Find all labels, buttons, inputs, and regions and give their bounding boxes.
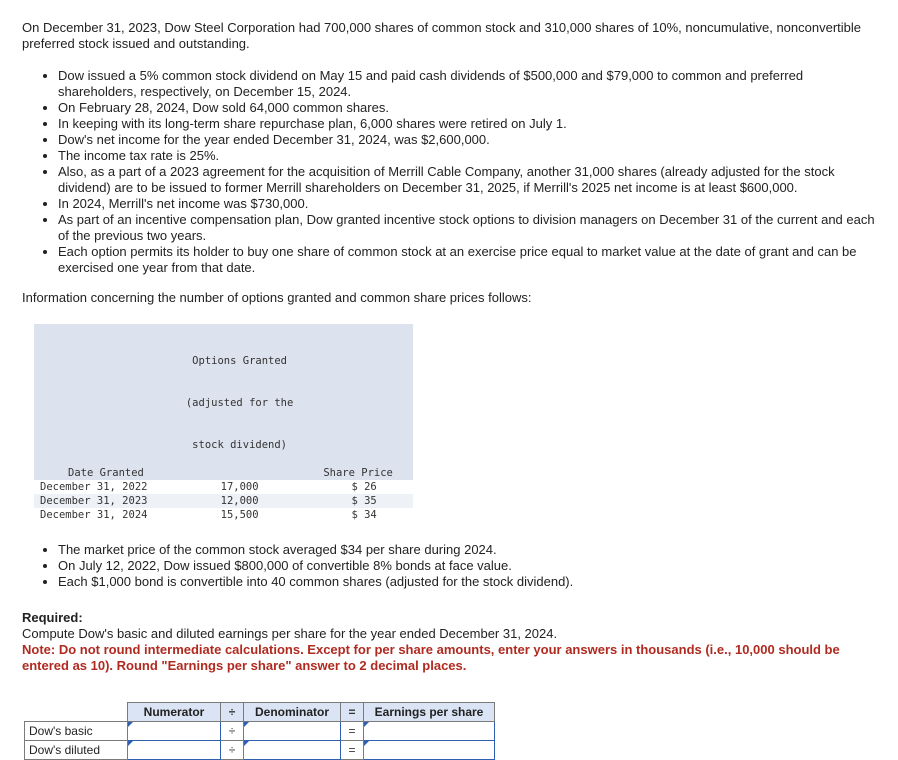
blank-header-cell [25,703,128,722]
additional-facts-list [22,542,876,590]
col-header-options [164,324,315,480]
divide-symbol: ÷ [221,741,244,760]
list-item: • Dow issued a 5% common stock dividend on May 15 and paid cash dividends of $500,000 and $79,000 to common and preferred shareholders, respectively, on December 15, 2024. [58,68,876,100]
cell-date: December 31, 2023 [40,495,148,507]
list-item: • On July 12, 2022, Dow issued $800,000 of convertible 8% bonds at face value. [58,558,876,574]
divide-symbol: ÷ [221,722,244,741]
note-text: Note: Do not round intermediate calculations. Except for per share amounts, enter your answers in thousands (i.e., 10,000 should be entered as 10). Round "Earnings per share" answer to 2 decimal places. [22,642,840,673]
cell-price: $ 34 [351,509,377,521]
list-item: • The income tax rate is 25%. [58,148,876,164]
header-line: stock dividend) [192,439,287,451]
options-table [34,324,413,522]
required-text: Compute Dow's basic and diluted earnings per share for the year ended December 31, 2024. [22,626,558,641]
list-item: • Also, as a part of a 2023 agreement for the acquisition of Merrill Cable Company, another 31,000 shares (already adjusted for the stock dividend) are to be issued to former Merrill shareholders on December 31, 2025, if Merrill's 2025 net income is at least $600,000. [58,164,876,196]
diluted-numerator-input[interactable] [128,741,221,760]
options-table-header [34,324,413,480]
cell-price: $ 26 [351,481,377,493]
basic-eps-input[interactable] [364,722,495,741]
col-header-date: Date Granted [68,467,144,479]
equals-symbol: = [341,703,364,722]
cell-options: 17,000 [220,481,259,493]
required-section [22,610,876,674]
diluted-denominator-input[interactable] [244,741,341,760]
facts-list [22,68,876,276]
cell-options: 15,500 [220,509,259,521]
intro-paragraph: On December 31, 2023, Dow Steel Corporation had 700,000 shares of common stock and 310,000 shares of 10%, noncumulative, nonconvertible preferred stock issued and outstanding. [22,20,862,51]
table-row [34,494,413,508]
equals-symbol: = [341,722,364,741]
col-header-price: Share Price [323,467,393,479]
list-item: • As part of an incentive compensation plan, Dow granted incentive stock options to division managers on December 31 of the current and each of the previous two years. [58,212,876,244]
table-row [25,741,495,760]
row-label-basic: Dow's basic [25,722,128,741]
table-row [34,480,413,494]
cell-date: December 31, 2024 [40,509,148,521]
basic-numerator-input[interactable] [128,722,221,741]
col-header-numerator: Numerator [128,703,221,722]
list-item: • In 2024, Merrill's net income was $730,000. [58,196,876,212]
list-item: • The market price of the common stock averaged $34 per share during 2024. [58,542,876,558]
list-item: • On February 28, 2024, Dow sold 64,000 common shares. [58,100,876,116]
options-info-text: Information concerning the number of options granted and common share prices follows: [22,290,532,305]
row-label-diluted: Dow's diluted [25,741,128,760]
col-header-eps: Earnings per share [364,703,495,722]
header-line: (adjusted for the [185,397,294,409]
required-label: Required: [22,610,83,625]
divide-symbol: ÷ [221,703,244,722]
diluted-eps-input[interactable] [364,741,495,760]
eps-calculation-table [24,702,495,760]
eps-table-header [25,703,495,722]
cell-date: December 31, 2022 [40,481,148,493]
cell-price: $ 35 [351,495,377,507]
col-header-denominator: Denominator [244,703,341,722]
basic-denominator-input[interactable] [244,722,341,741]
header-line: Options Granted [192,355,287,367]
list-item: • Dow's net income for the year ended December 31, 2024, was $2,600,000. [58,132,876,148]
table-row [34,508,413,522]
list-item: • Each option permits its holder to buy one share of common stock at an exercise price equal to market value at the date of grant and can be exercised one year from that date. [58,244,876,276]
table-row [25,722,495,741]
list-item: • Each $1,000 bond is convertible into 40 common shares (adjusted for the stock dividend). [58,574,876,590]
cell-options: 12,000 [220,495,259,507]
list-item: • In keeping with its long-term share repurchase plan, 6,000 shares were retired on July 1. [58,116,876,132]
equals-symbol: = [341,741,364,760]
